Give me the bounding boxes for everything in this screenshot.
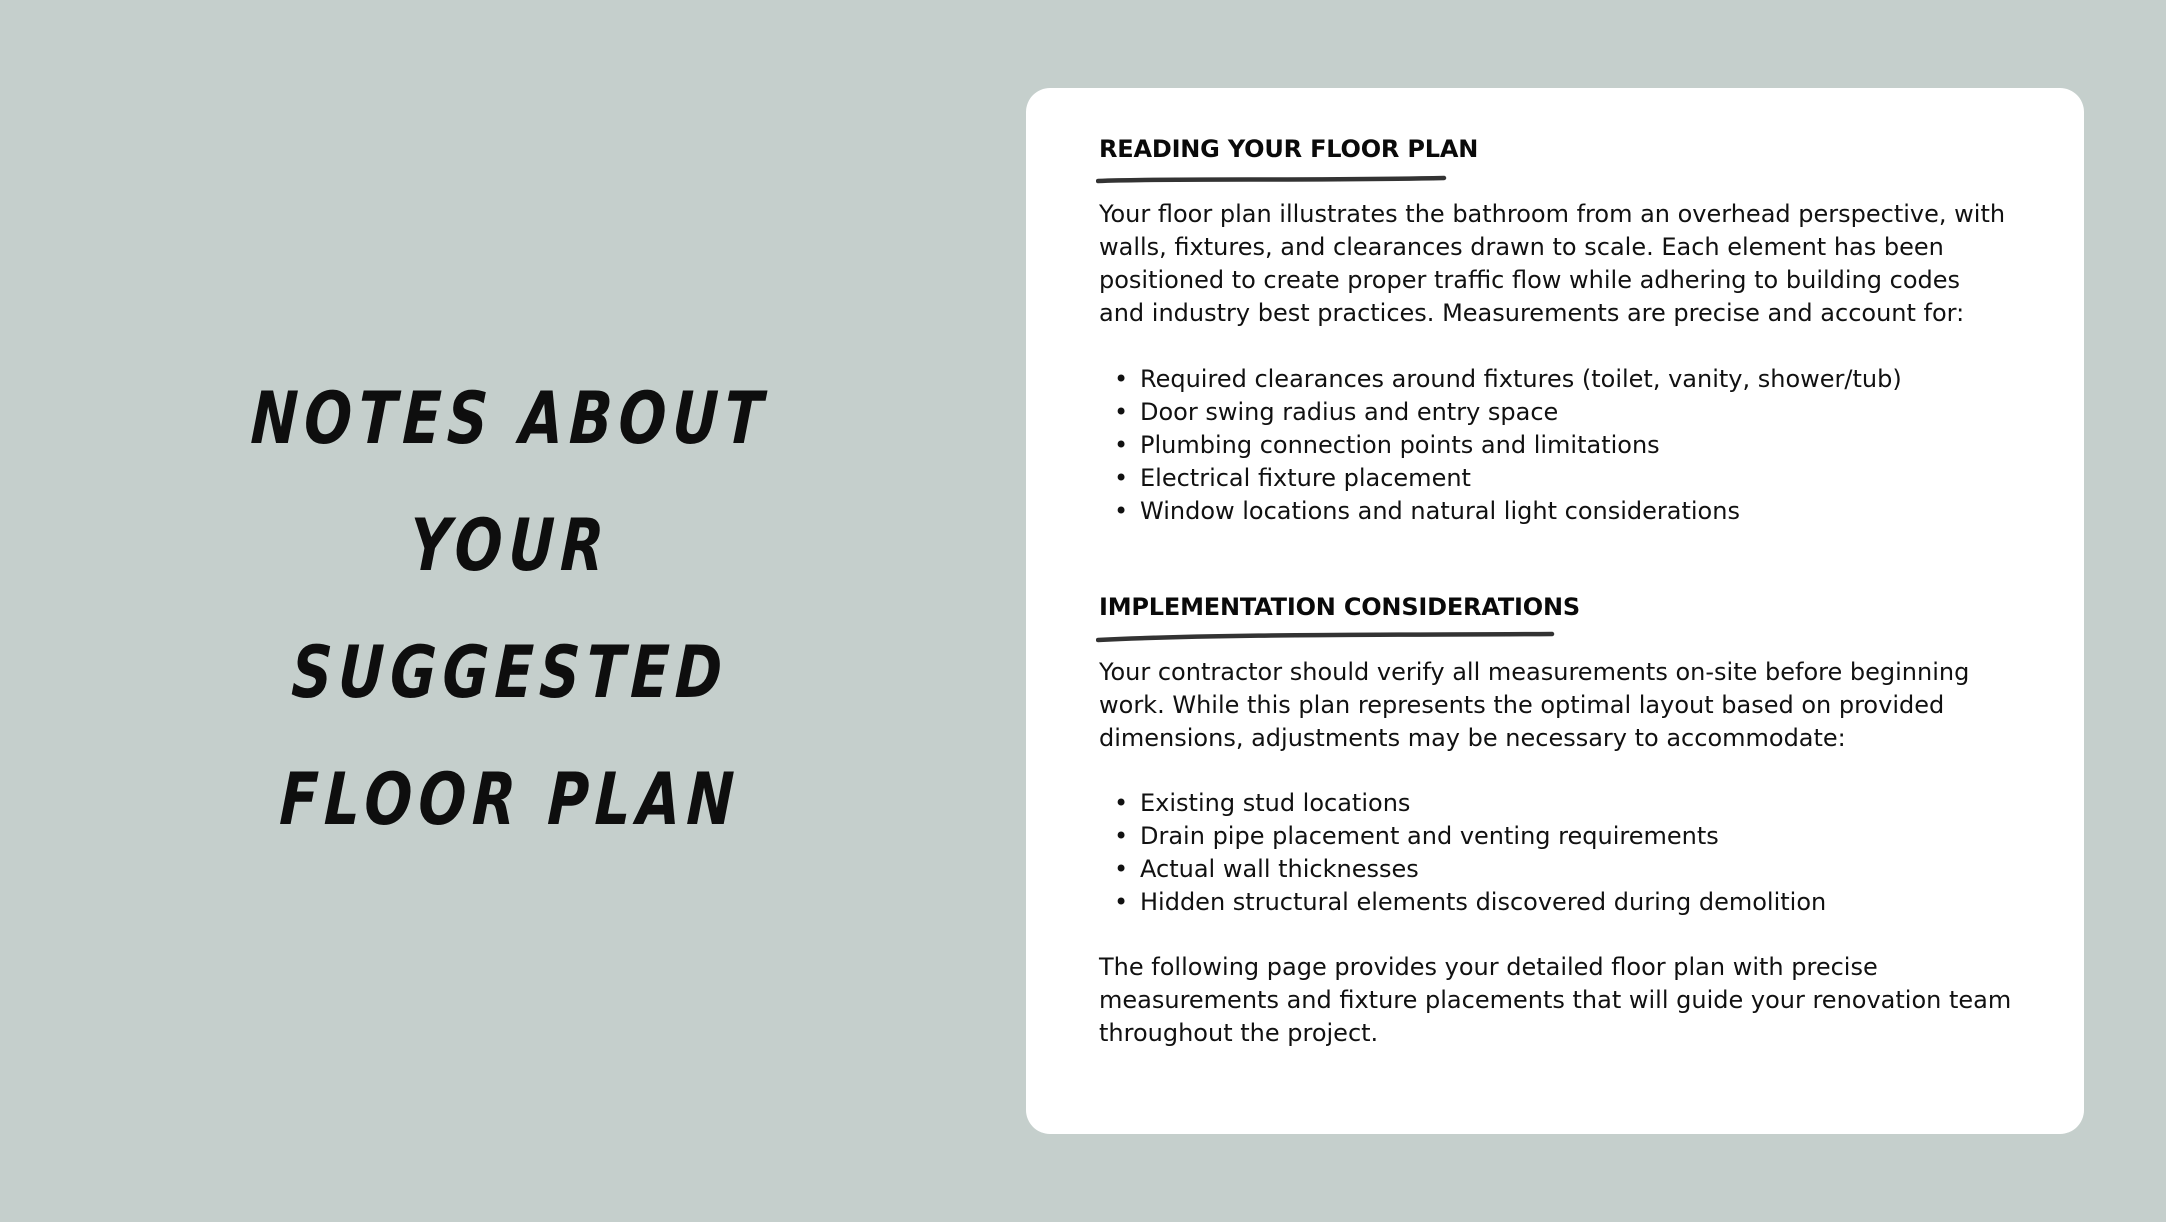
list-item: • Required clearances around fixtures (toilet, vanity, shower/tub) (1099, 363, 2012, 396)
reading-paragraph: Your floor plan illustrates the bathroom from an overhead perspective, with walls, fixtures, and clearances drawn to scale. Each element has been positioned to create proper traffic flow while adhering to building codes and industry best practices. Measurements are precise and account for: (1099, 200, 2006, 327)
list-item: • Drain pipe placement and venting requirements (1099, 820, 2012, 853)
title-line-4: FLOOR PLAN (278, 757, 742, 841)
list-item: • Existing stud locations (1099, 787, 2012, 820)
list-item: • Actual wall thicknesses (1099, 853, 2012, 886)
implementation-heading-underline (1096, 630, 1556, 644)
reading-list (1099, 363, 2012, 528)
implementation-heading-text: IMPLEMENTATION CONSIDERATIONS (1099, 593, 1580, 621)
list-item: • Plumbing connection points and limitations (1099, 429, 2012, 462)
implementation-list (1099, 787, 2012, 919)
title-line-2: YOUR (408, 503, 612, 587)
implementation-heading (1099, 592, 1580, 622)
page-title (150, 355, 870, 863)
reading-heading-underline (1096, 172, 1448, 186)
list-item: • Door swing radius and entry space (1099, 396, 2012, 429)
implementation-section (1099, 592, 2012, 1050)
implementation-paragraph: Your contractor should verify all measurements on-site before beginning work. While this plan represents the optimal layout based on provided dimensions, adjustments may be necessary to accommodate: (1099, 658, 1970, 752)
closing-paragraph: The following page provides your detailed floor plan with precise measurements and fixture placements that will guide your renovation team throughout the project. (1099, 953, 2012, 1047)
reading-section (1099, 134, 2012, 528)
list-item: • Electrical fixture placement (1099, 462, 2012, 495)
list-item: • Hidden structural elements discovered during demolition (1099, 886, 2012, 919)
reading-heading-text: READING YOUR FLOOR PLAN (1099, 135, 1479, 163)
title-line-1: NOTES ABOUT (249, 376, 771, 460)
implementation-heading-wrap (1099, 592, 2012, 622)
title-line-3: SUGGESTED (290, 630, 730, 714)
notes-card (1026, 88, 2084, 1134)
reading-heading-wrap (1099, 134, 2012, 164)
reading-heading (1099, 134, 1478, 164)
list-item: • Window locations and natural light considerations (1099, 495, 2012, 528)
